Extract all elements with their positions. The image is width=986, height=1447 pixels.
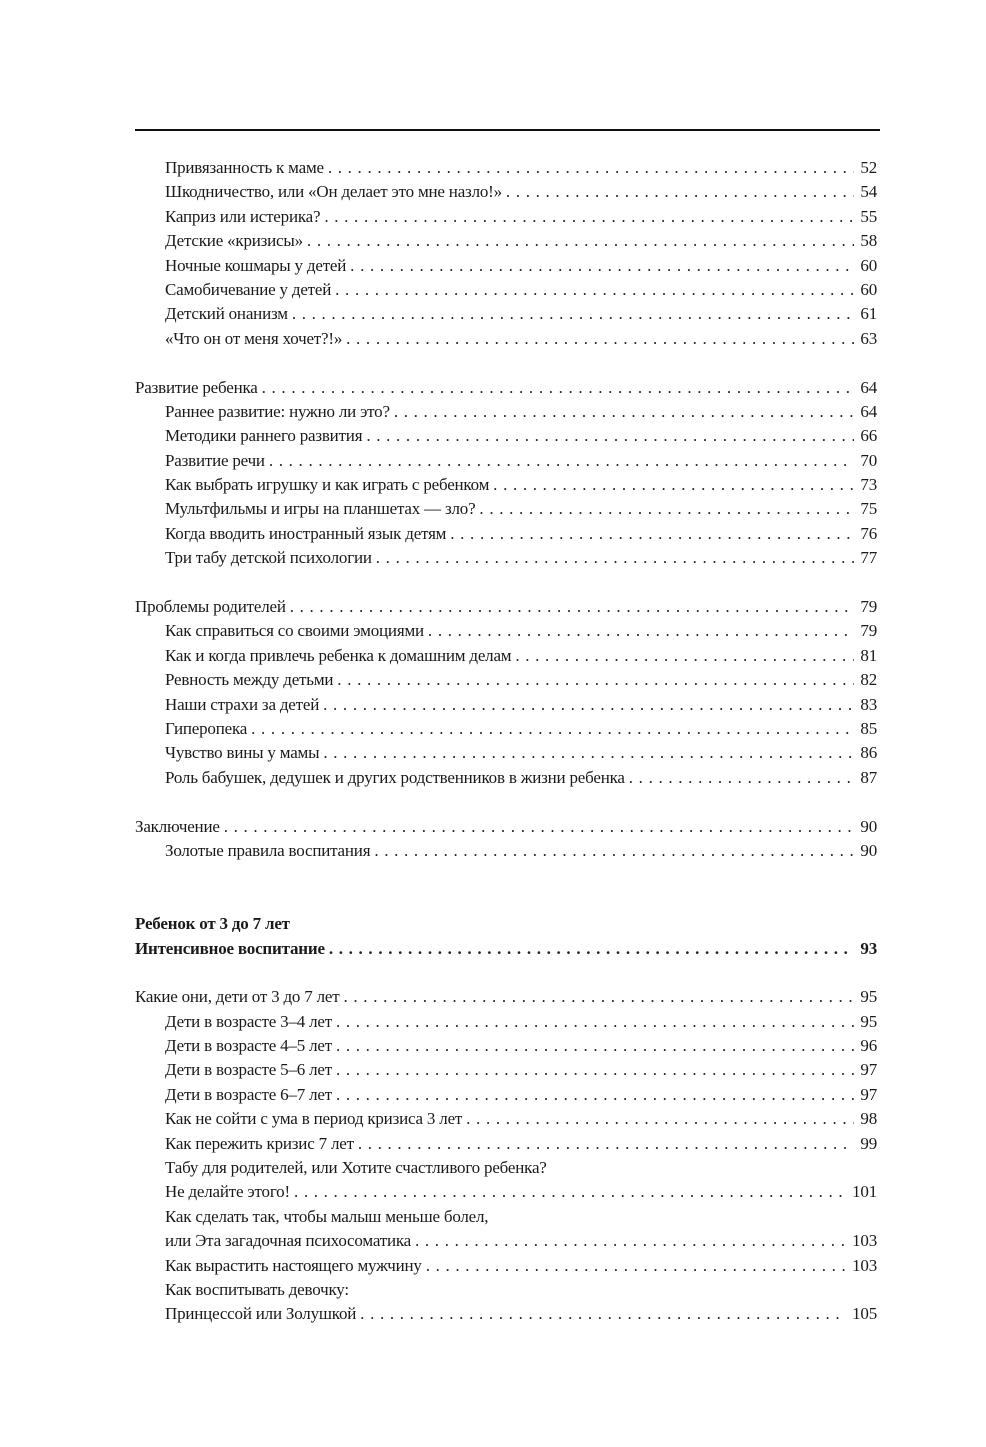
dot-leader: [515, 644, 854, 668]
toc-entry-page: 86: [860, 743, 877, 763]
dot-leader: [337, 668, 854, 692]
toc-entry-title: Ночные кошмары у детей: [165, 255, 347, 275]
dot-leader: [336, 1083, 854, 1107]
toc-entry[interactable]: [135, 1058, 877, 1082]
toc-entry-page: 66: [860, 426, 877, 446]
toc-entry-page: 87: [860, 767, 877, 787]
part-page: 93: [860, 938, 877, 958]
toc-part[interactable]: [135, 912, 877, 961]
toc-entry-title-line2: или Эта загадочная психосоматика: [165, 1231, 411, 1251]
toc-section: [135, 595, 877, 790]
toc-entry-title: Детские «кризисы»: [165, 231, 303, 251]
toc-entry-title: Раннее развитие: нужно ли это?: [165, 401, 390, 421]
toc-chapter[interactable]: [135, 595, 877, 619]
part-subtitle: Интенсивное воспитание: [135, 938, 325, 958]
toc-entry-title: Когда вводить иностранный язык детям: [165, 523, 447, 543]
header-rule: [135, 129, 880, 131]
toc-entry: [135, 1180, 877, 1204]
dot-leader: [466, 1107, 854, 1131]
toc-entry-title: Шкодничество, или «Он делает это мне назло!»: [165, 182, 502, 202]
dot-leader: [493, 473, 854, 497]
toc-entry-title: Как справиться со своими эмоциями: [165, 621, 424, 641]
dot-leader: [346, 327, 854, 351]
toc-entry[interactable]: [135, 278, 877, 302]
toc-entry-page: 90: [860, 840, 877, 860]
dot-leader: [366, 424, 854, 448]
toc-entry-page: 77: [860, 548, 877, 568]
toc-entry[interactable]: [135, 205, 877, 229]
toc-entry-page: 105: [852, 1304, 877, 1324]
toc-entry-page: 70: [860, 450, 877, 470]
part-title: Ребенок от 3 до 7 лет: [135, 914, 290, 934]
dot-leader: [324, 205, 854, 229]
toc-entry[interactable]: [135, 741, 877, 765]
toc-entry[interactable]: [135, 644, 877, 668]
dot-leader: [224, 815, 855, 839]
toc-entry-page: 76: [860, 523, 877, 543]
toc-entry-page: 97: [860, 1084, 877, 1104]
toc-entry-page: 58: [860, 231, 877, 251]
toc-entry[interactable]: [135, 717, 877, 741]
toc-entry[interactable]: [135, 156, 877, 180]
toc-entry-title: Золотые правила воспитания: [165, 840, 371, 860]
toc-entry-page: 103: [852, 1255, 877, 1275]
toc-entry-page: 90: [860, 816, 877, 836]
toc-entry: [135, 1229, 877, 1253]
toc-entry-page: 103: [852, 1231, 877, 1251]
toc-entry-title-line1: Как воспитывать девочку:: [165, 1279, 349, 1299]
section-spacer: [135, 961, 877, 985]
dot-leader: [426, 1254, 846, 1278]
toc-entry-title: Как не сойти с ума в период кризиса 3 лет: [165, 1109, 463, 1129]
toc-entry-title: Роль бабушек, дедушек и других родственников в жизни ребенка: [165, 767, 625, 787]
toc-entry-page: 79: [860, 621, 877, 641]
toc-entry[interactable]: [135, 522, 877, 546]
toc-entry-title: Проблемы родителей: [135, 597, 286, 617]
section-spacer: [135, 790, 877, 814]
toc-entry[interactable]: [135, 449, 877, 473]
table-of-contents: [135, 156, 877, 1327]
dot-leader: [374, 839, 854, 863]
dot-leader: [376, 546, 855, 570]
toc-entry-title: Как вырастить настоящего мужчину: [165, 1255, 422, 1275]
toc-entry-page: 52: [860, 158, 877, 177]
toc-section: [135, 376, 877, 571]
dot-leader: [344, 985, 855, 1009]
toc-entry-title: Развитие ребенка: [135, 377, 258, 397]
toc-entry-page: 73: [860, 475, 877, 495]
toc-entry-title: Мультфильмы и игры на планшетах — зло?: [165, 499, 476, 519]
toc-entry-page: 83: [860, 694, 877, 714]
toc-entry-title: Гиперопека: [165, 718, 248, 738]
dot-leader: [323, 693, 854, 717]
toc-entry-multiline[interactable]: [135, 1278, 877, 1327]
dot-leader: [294, 1180, 846, 1204]
dot-leader: [290, 595, 855, 619]
dot-leader: [335, 278, 854, 302]
toc-entry-page: 95: [860, 1011, 877, 1031]
toc-entry-title: Каприз или истерика?: [165, 206, 321, 226]
dot-leader: [336, 1058, 854, 1082]
toc-entry-title: Как и когда привлечь ребенка к домашним делам: [165, 645, 512, 665]
toc-entry-title: Дети в возрасте 5–6 лет: [165, 1060, 332, 1080]
dot-leader: [292, 302, 855, 326]
toc-entry[interactable]: [135, 668, 877, 692]
dot-leader: [629, 766, 855, 790]
dot-leader: [360, 1302, 846, 1326]
toc-entry-title: Привязанность к маме: [165, 158, 324, 177]
toc-entry-page: 101: [852, 1182, 877, 1202]
toc-entry-title: Чувство вины у мамы: [165, 743, 320, 763]
toc-entry[interactable]: [135, 1083, 877, 1107]
toc-entry-title: Ревность между детьми: [165, 670, 334, 690]
toc-entry[interactable]: [135, 180, 877, 204]
toc-chapter[interactable]: [135, 815, 877, 839]
toc-entry-title: Заключение: [135, 816, 220, 836]
toc-entry[interactable]: [135, 400, 877, 424]
toc-entry-page: 99: [860, 1133, 877, 1153]
toc-entry-page: 60: [860, 255, 877, 275]
section-spacer: [135, 351, 877, 375]
dot-leader: [506, 180, 854, 204]
dot-leader: [415, 1229, 846, 1253]
toc-entry-page: 54: [860, 182, 877, 202]
toc-entry-page: 98: [860, 1109, 877, 1129]
toc-entry-page: 63: [860, 328, 877, 348]
toc-section: [135, 985, 877, 1326]
toc-entry-title: «Что он от меня хочет?!»: [165, 328, 343, 348]
toc-entry[interactable]: [135, 497, 877, 521]
toc-entry-page: 79: [860, 597, 877, 617]
toc-entry[interactable]: [135, 473, 877, 497]
toc-entry-title: Детский онанизм: [165, 304, 288, 324]
toc-entry[interactable]: [135, 1254, 877, 1278]
dot-leader: [336, 1010, 854, 1034]
dot-leader: [336, 1034, 854, 1058]
toc-entry-multiline[interactable]: [135, 1205, 877, 1254]
section-spacer: [135, 863, 877, 912]
toc-entry[interactable]: [135, 1010, 877, 1034]
toc-entry-page: 97: [860, 1060, 877, 1080]
toc-entry[interactable]: [135, 254, 877, 278]
toc-entry-title: Как выбрать игрушку и как играть с ребенком: [165, 475, 490, 495]
toc-entry-title: Наши страхи за детей: [165, 694, 320, 714]
toc-entry-title-line1: Как сделать так, чтобы малыш меньше болел,: [165, 1206, 489, 1226]
toc-entry-page: 55: [860, 206, 877, 226]
toc-entry-title: Дети в возрасте 4–5 лет: [165, 1036, 332, 1056]
toc-entry[interactable]: [135, 1107, 877, 1131]
dot-leader: [350, 254, 854, 278]
toc-entry-title: Какие они, дети от 3 до 7 лет: [135, 987, 340, 1007]
toc-entry-title: Методики раннего развития: [165, 426, 363, 446]
toc-entry-title-line1: Табу для родителей, или Хотите счастливого ребенка?: [165, 1158, 547, 1178]
toc-entry-page: 64: [860, 377, 877, 397]
dot-leader: [269, 449, 855, 473]
toc-entry[interactable]: [135, 1034, 877, 1058]
toc-entry[interactable]: [135, 302, 877, 326]
toc-entry-title-line2: Принцессой или Золушкой: [165, 1304, 357, 1324]
toc-entry[interactable]: [135, 229, 877, 253]
toc-entry[interactable]: [135, 693, 877, 717]
toc-entry-page: 60: [860, 279, 877, 299]
toc-entry-page: 82: [860, 670, 877, 690]
toc-entry-page: 95: [860, 987, 877, 1007]
toc-entry[interactable]: [135, 839, 877, 863]
part-subtitle-row: [135, 937, 877, 961]
toc-section: [135, 156, 877, 351]
toc-entry-title: Самобичевание у детей: [165, 279, 332, 299]
toc-entry-title: Дети в возрасте 6–7 лет: [165, 1084, 332, 1104]
toc-entry-page: 85: [860, 718, 877, 738]
toc-section: [135, 815, 877, 864]
toc-entry[interactable]: [135, 766, 877, 790]
toc-entry-page: 75: [860, 499, 877, 519]
dot-leader: [328, 156, 855, 180]
toc-entry[interactable]: [135, 424, 877, 448]
toc-entry-page: 96: [860, 1036, 877, 1056]
dot-leader: [358, 1132, 855, 1156]
section-spacer: [135, 571, 877, 595]
toc-entry[interactable]: [135, 1132, 877, 1156]
dot-leader: [479, 497, 854, 521]
toc-entry-multiline[interactable]: [135, 1156, 877, 1205]
dot-leader: [329, 937, 855, 961]
toc-chapter[interactable]: [135, 376, 877, 400]
toc-entry[interactable]: [135, 619, 877, 643]
dot-leader: [394, 400, 855, 424]
toc-entry-title: Как пережить кризис 7 лет: [165, 1133, 354, 1153]
toc-entry-title: Развитие речи: [165, 450, 265, 470]
dot-leader: [307, 229, 854, 253]
toc-entry-page: 61: [860, 304, 877, 324]
toc-entry-page: 81: [860, 645, 877, 665]
toc-entry[interactable]: [135, 327, 877, 351]
toc-entry-page: 64: [860, 401, 877, 421]
toc-entry: [135, 1302, 877, 1326]
toc-entry-title-line2: Не делайте этого!: [165, 1182, 290, 1202]
dot-leader: [251, 717, 854, 741]
toc-entry-title: Три табу детской психологии: [165, 548, 372, 568]
dot-leader: [450, 522, 854, 546]
dot-leader: [323, 741, 854, 765]
dot-leader: [428, 619, 854, 643]
dot-leader: [262, 376, 855, 400]
toc-entry-title: Дети в возрасте 3–4 лет: [165, 1011, 332, 1031]
toc-entry[interactable]: [135, 546, 877, 570]
toc-chapter[interactable]: [135, 985, 877, 1009]
